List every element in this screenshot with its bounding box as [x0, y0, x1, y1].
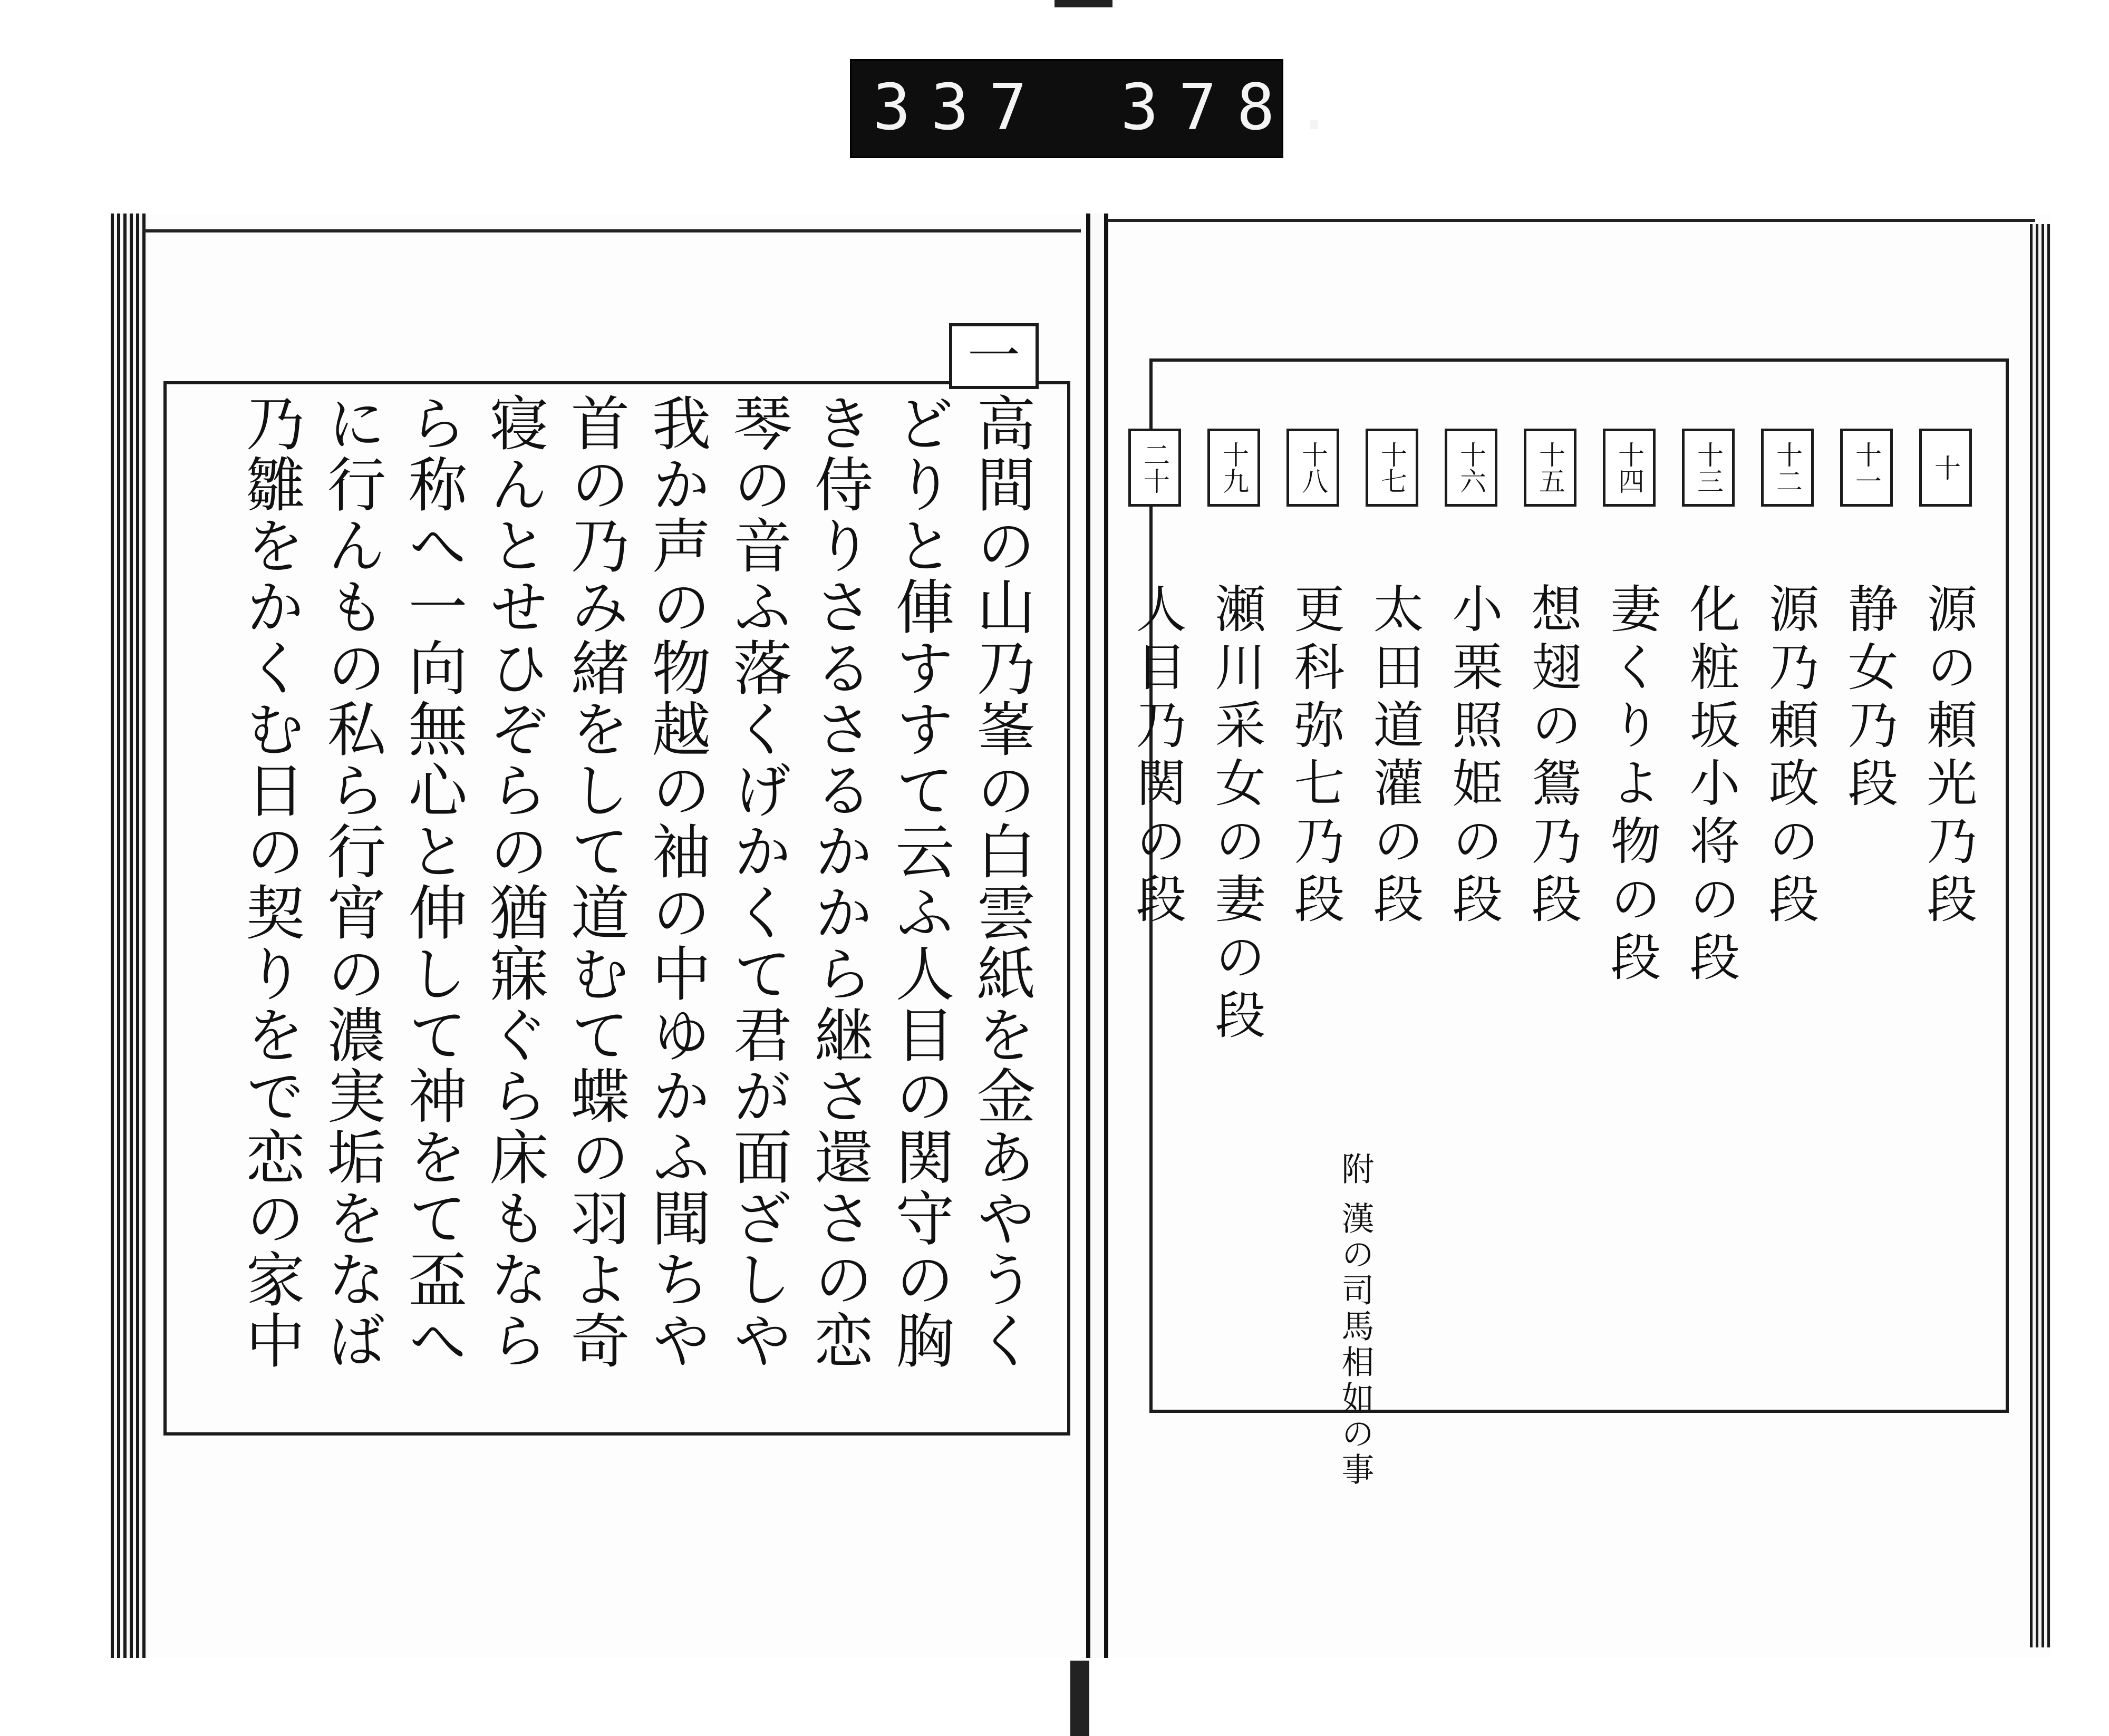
toc-number-box: 十七	[1366, 429, 1418, 507]
toc-number-box: 二十	[1128, 429, 1181, 507]
scan-mark-top	[1054, 0, 1112, 7]
toc-number-box: 十四	[1603, 429, 1656, 507]
toc-number-box: 十九	[1207, 429, 1260, 507]
toc-entry-title: 想翅の鴛乃段	[1523, 583, 1582, 930]
frame-number-a: 337	[873, 71, 1047, 144]
body-line-9: に行んもの私ら行宵の濃実垢をなば	[317, 393, 386, 1371]
toc-entry-title: 太田道灌の段	[1365, 583, 1424, 930]
toc-number-box: 十八	[1286, 429, 1339, 507]
body-line-6: 首の乃み緒をして道むて蝶の羽よ奇	[561, 393, 630, 1371]
body-line-1: 高間の山乃峯の白雲紙を金あやうく	[967, 393, 1036, 1371]
body-line-10: 乃雛をかくむ日の契りをで恋の家中	[236, 393, 305, 1371]
toc-appendix-note: 附 漢の司馬相如の事	[1336, 1152, 1375, 1488]
body-line-8: ら称へ一向無心と伸して神をて盃へ	[399, 393, 467, 1371]
toc-entry-title: 静女乃段	[1840, 583, 1899, 814]
toc-number-box: 十六	[1445, 429, 1497, 507]
body-line-3: き侍りさるさるかから継さ還さの恋	[805, 393, 873, 1371]
toc-entry-title: 妻くりよ物の段	[1602, 583, 1661, 988]
book-edge-left	[111, 214, 148, 1658]
frame-number-b: 378.	[1120, 71, 1353, 144]
book-spread	[111, 214, 2051, 1658]
toc-number-box: 十	[1919, 429, 1972, 507]
toc-entry-title: 人目乃関の段	[1128, 583, 1187, 930]
toc-entry-title: 化粧坂小将の段	[1681, 583, 1740, 988]
toc-entry-title: 更科弥七乃段	[1286, 583, 1345, 930]
chapter-tab: 一	[949, 323, 1039, 389]
toc-number-box: 十二	[1761, 429, 1814, 507]
page-top-rule-right	[1107, 219, 2035, 222]
body-line-7: 寝んとせひぞらの猶寐ぐら床もなら	[480, 393, 548, 1371]
toc-entry-title: 瀬川采女の妻の段	[1207, 583, 1266, 1046]
toc-entry-title: 小栗照姫の段	[1444, 583, 1503, 930]
body-line-5: 我か声の物越の袖の中ゆかふ聞ちや	[642, 393, 711, 1371]
body-line-2: どりと俥すすて云ふ人目の関守の胸	[886, 393, 954, 1371]
toc-entry-title: 源乃頼政の段	[1760, 583, 1820, 930]
book-edge-right	[2030, 224, 2051, 1647]
scan-mark-bottom	[1070, 1661, 1089, 1736]
center-gutter	[1086, 214, 1108, 1658]
body-line-4: 琴の音ふ落くげかくて君が面ざしや	[723, 393, 792, 1371]
toc-number-box: 十三	[1682, 429, 1735, 507]
film-frame-label	[850, 59, 1353, 158]
toc-number-box: 十五	[1524, 429, 1576, 507]
toc-number-box: 十一	[1840, 429, 1893, 507]
toc-entry-title: 源の頼光乃段	[1919, 583, 1978, 930]
page-top-rule-left	[142, 229, 1081, 232]
